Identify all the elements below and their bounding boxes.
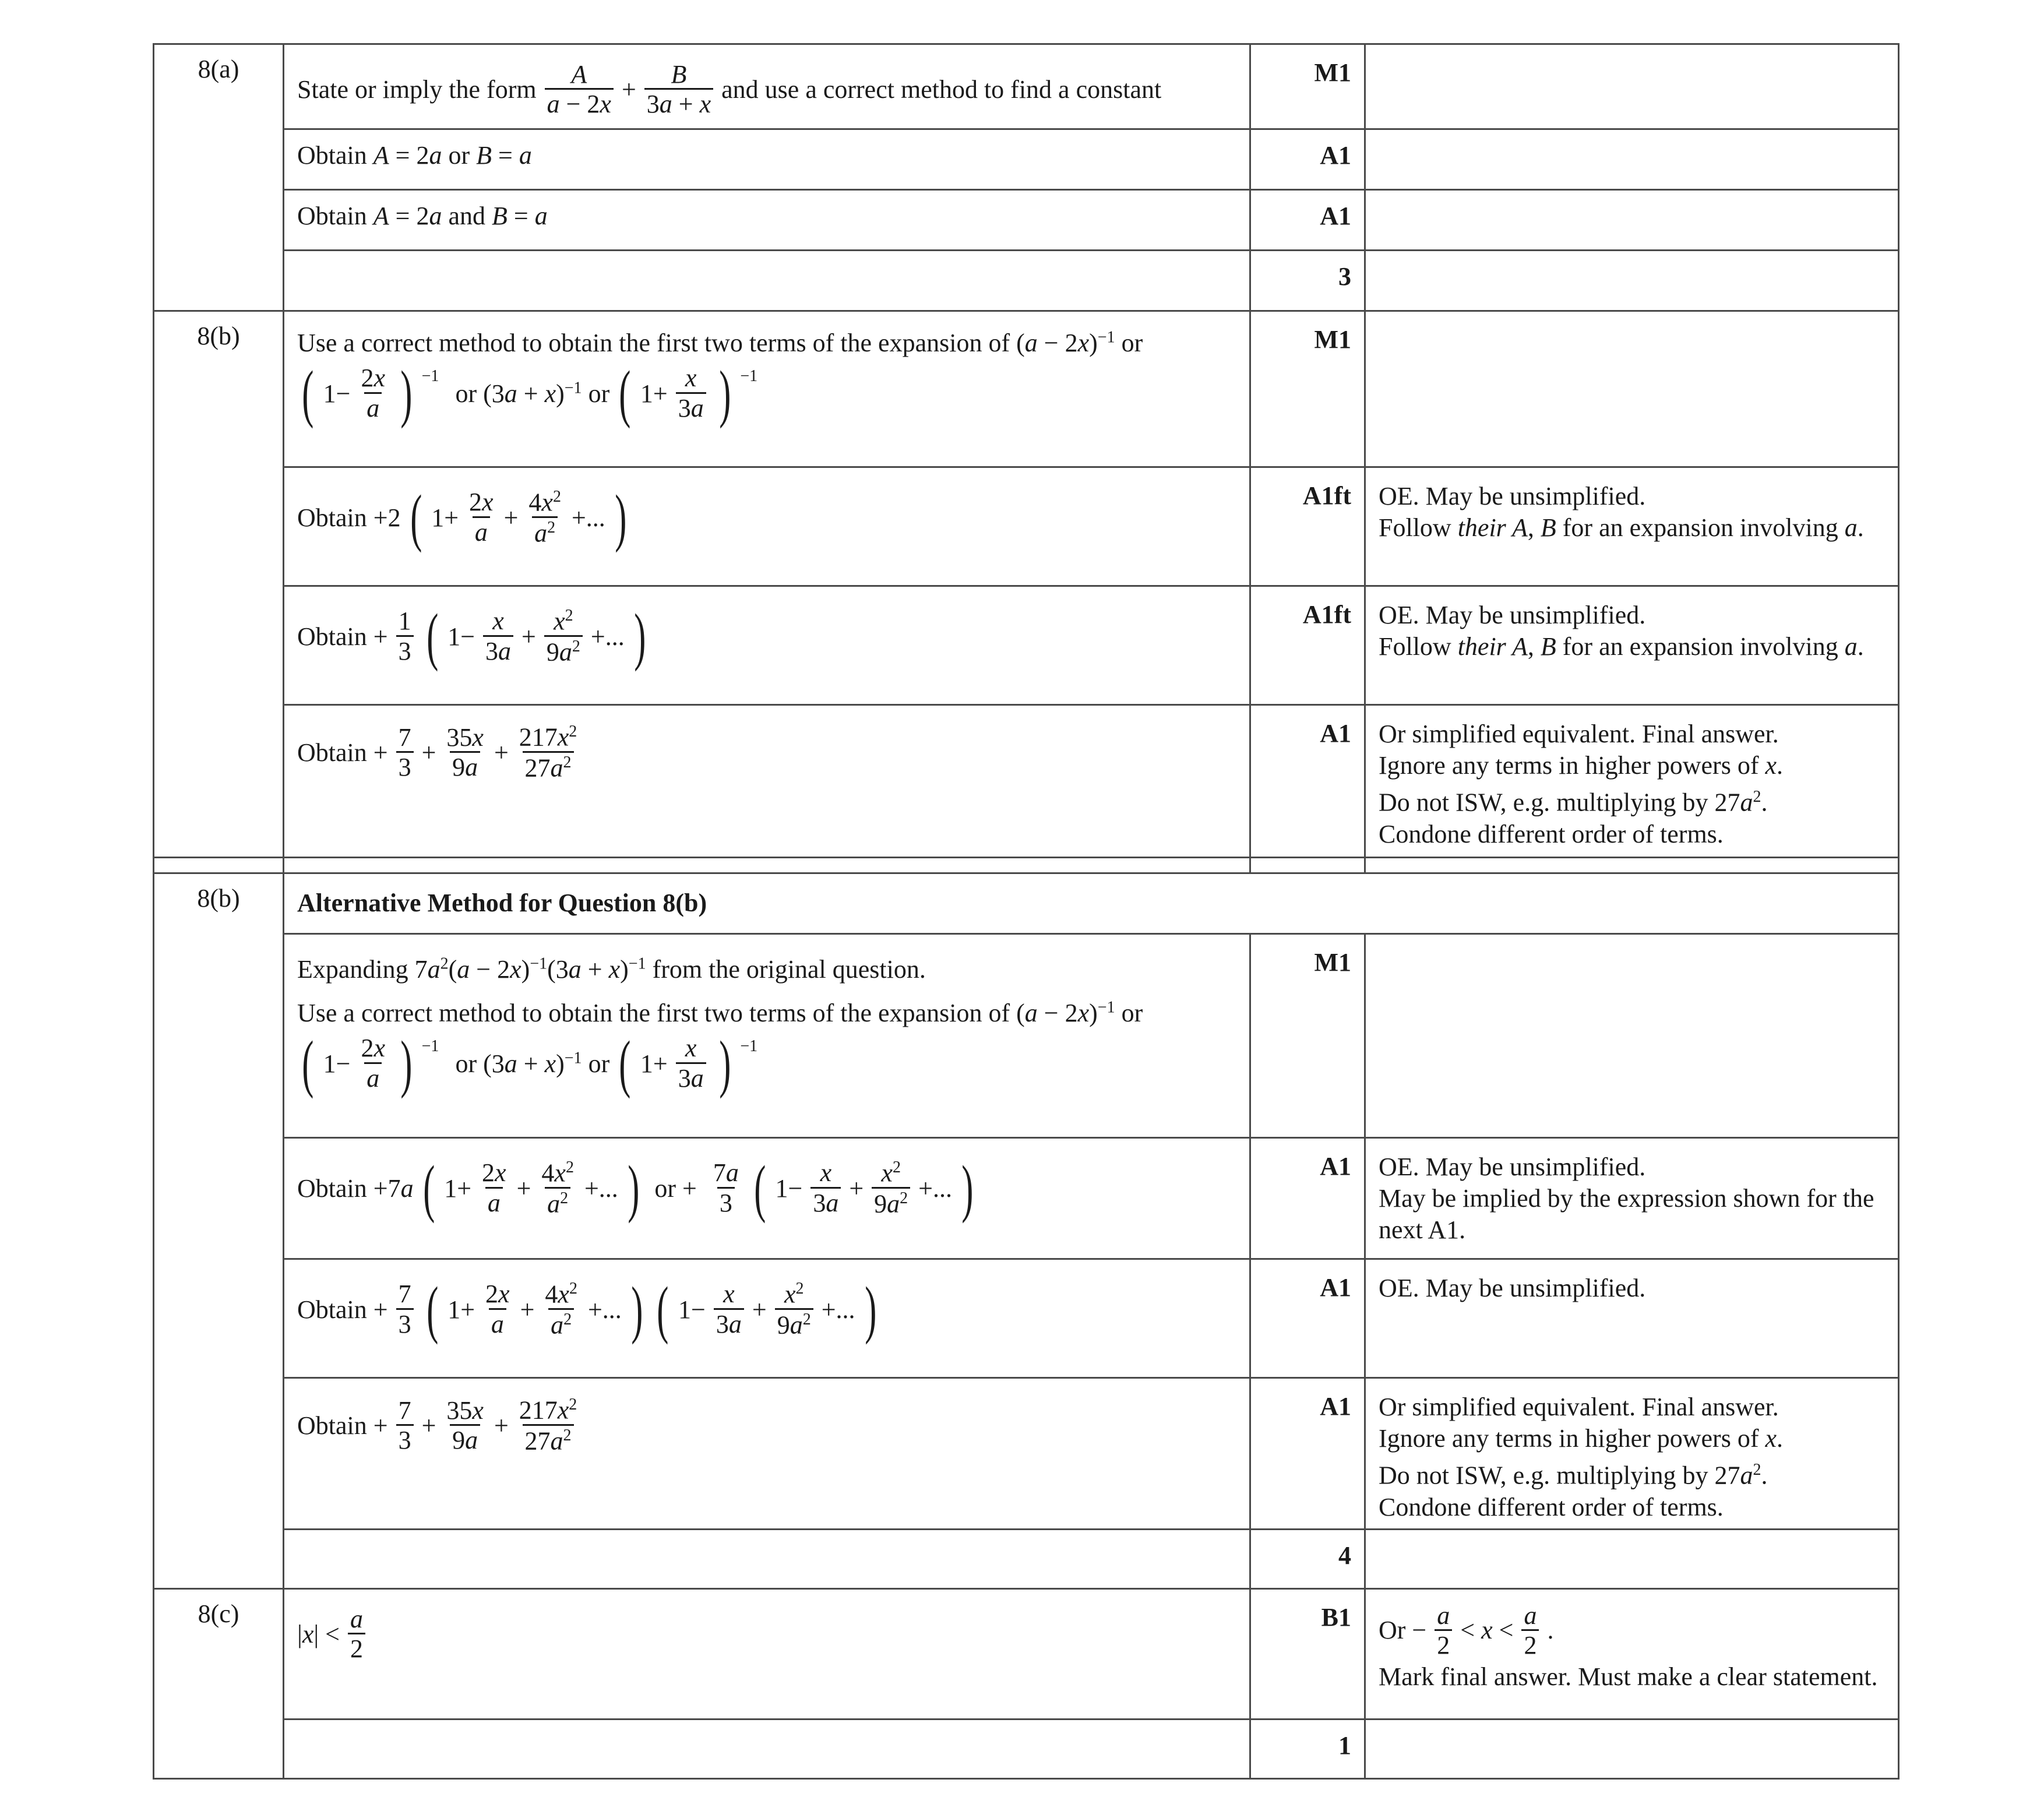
heading-text: Alternative Method for Question 8(b) (297, 889, 707, 917)
total-label: 3 (1338, 262, 1351, 291)
mark-cell (1250, 705, 1365, 858)
mark-cell (1250, 934, 1365, 1138)
guidance-line: Mark final answer. Must make a clear statement. (1379, 1662, 1878, 1692)
mark-cell (1250, 44, 1365, 129)
answer-text: and use a correct method to find a constant (721, 75, 1162, 104)
answer-cell: Obtain A = 2a or B = a (284, 129, 1250, 190)
guidance-line: Condone different order of terms. (1379, 1492, 1724, 1521)
mark-total (1250, 251, 1365, 311)
guidance-line: OE. May be unsimplified. (1379, 1153, 1646, 1181)
guidance-cell (1365, 1530, 1899, 1589)
mark-label: A1 (1320, 141, 1351, 170)
mark-label: M1 (1314, 325, 1351, 354)
guidance-cell (1365, 1720, 1899, 1779)
guidance-cell (1365, 467, 1899, 586)
guidance-cell (1365, 1259, 1899, 1378)
guidance-line: next A1. (1379, 1215, 1466, 1244)
guidance-cell (1365, 1138, 1899, 1259)
guidance-cell (1365, 1378, 1899, 1530)
guidance-line: Do not ISW, e.g. multiplying by $27a^2$. (1379, 788, 1768, 817)
guidance-cell (1365, 586, 1899, 705)
mark-label: A1 (1320, 1152, 1351, 1181)
answer-cell: Obtain +7a ( 1+ $\frac{2x}{a}$ + $\frac{4x^2}{a^2}$ +... ) or + $\frac{7a}{3}$ ( 1− $\frac{x}{3a}$ + $\frac{x^2}{9a^2}$ +... ) (284, 1138, 1250, 1259)
question-cell-8c (154, 1589, 284, 1779)
guidance-line: Or − $\frac{a}{2}$ < x < $\frac{a}{2}$ . (1379, 1601, 1554, 1660)
answer-cell: Use a correct method to obtain the first two terms of the expansion of $(a - 2x)^{-1}$ or ( 1− $\frac{2x}{a}$ ) $^{-1}$ or $(3a + x)^{-1}$ or ( 1+ $\frac{x}{3a}$ ) $^{-1}$ (284, 311, 1250, 467)
mark-label: A1 (1320, 1273, 1351, 1302)
guidance-line: Condone different order of terms. (1379, 819, 1724, 848)
mark-label: B1 (1321, 1603, 1351, 1632)
mark-total (1250, 1530, 1365, 1589)
mark-cell (1250, 1259, 1365, 1378)
question-label: 8(c) (198, 1599, 239, 1628)
guidance-cell (1365, 705, 1899, 858)
question-label: 8(a) (198, 55, 239, 83)
guidance-line: OE. May be unsimplified. (1379, 1274, 1646, 1302)
answer-cell: Obtain + $\frac{1}{3}$ ( 1− $\frac{x}{3a}$ + $\frac{x^2}{9a^2}$ +... ) (284, 586, 1250, 705)
guidance-line: May be implied by the expression shown for the (1379, 1184, 1874, 1213)
guidance-line: Ignore any terms in higher powers of x. (1379, 1424, 1784, 1453)
answer-cell: Obtain +2 ( 1+ $\frac{2x}{a}$ + $\frac{4x^2}{a^2}$ +... ) (284, 467, 1250, 586)
mark-total (1250, 1720, 1365, 1779)
guidance-line: Follow their A, B for an expansion involving a. (1379, 632, 1864, 661)
alternative-heading (284, 873, 1899, 934)
guidance-cell (1365, 44, 1899, 129)
answer-cell (284, 1530, 1250, 1589)
mark-cell (1250, 1378, 1365, 1530)
answer-cell: Obtain + $\frac{7}{3}$ + $\frac{35x}{9a}$ + $\frac{217x^2}{27a^2}$ (284, 705, 1250, 858)
guidance-cell (1365, 934, 1899, 1138)
question-label: 8(b) (197, 884, 240, 912)
guidance-line: Follow their A, B for an expansion involving a. (1379, 513, 1864, 542)
question-cell-8a (154, 44, 284, 311)
mark-cell (1250, 190, 1365, 251)
question-cell-8b (154, 311, 284, 858)
question-cell-8b-alt (154, 873, 284, 1589)
fraction-A: $\frac{A}{a - 2x}$ (545, 61, 614, 118)
guidance-line: OE. May be unsimplified. (1379, 482, 1646, 510)
mark-cell (1250, 129, 1365, 190)
guidance-cell (1365, 251, 1899, 311)
mark-label: M1 (1314, 948, 1351, 977)
answer-cell: State or imply the form $\frac{A}{a - 2x}$ + $\frac{B}{3a + x}$ and use a correct method to find a constant (284, 44, 1250, 129)
mark-cell (1250, 1138, 1365, 1259)
guidance-cell (1365, 190, 1899, 251)
answer-cell (284, 251, 1250, 311)
mark-cell (1250, 467, 1365, 586)
total-label: 4 (1338, 1541, 1351, 1570)
guidance-line: OE. May be unsimplified. (1379, 601, 1646, 629)
mark-cell (1250, 311, 1365, 467)
mark-label: A1 (1320, 1392, 1351, 1421)
answer-cell: Expanding $7a^2(a - 2x)^{-1}(3a + x)^{-1}$ from the original question. Use a correct method to obtain the first two terms of the expansion of $(a - 2x)^{-1}$ or ( 1− $\frac{2x}{a}$ ) $^{-1}$ or $(3a + x)^{-1}$ or ( 1+ $\frac{x}{3a}$ ) $^{-1}$ (284, 934, 1250, 1138)
answer-cell: Obtain + $\frac{7}{3}$ ( 1+ $\frac{2x}{a}$ + $\frac{4x^2}{a^2}$ +... ) ( 1− $\frac{x}{3a}$ + $\frac{x^2}{9a^2}$ +... ) (284, 1259, 1250, 1378)
answer-cell: Obtain + $\frac{7}{3}$ + $\frac{35x}{9a}$ + $\frac{217x^2}{27a^2}$ (284, 1378, 1250, 1530)
answer-cell: Obtain A = 2a and B = a (284, 190, 1250, 251)
answer-cell: |x| < $\frac{a}{2}$ (284, 1589, 1250, 1720)
mark-scheme-table (153, 43, 1899, 1780)
total-label: 1 (1338, 1731, 1351, 1760)
mark-label: M1 (1314, 58, 1351, 87)
mark-label: A1ft (1302, 481, 1351, 510)
guidance-cell (1365, 311, 1899, 467)
mark-cell (1250, 586, 1365, 705)
question-label: 8(b) (197, 322, 240, 350)
guidance-cell (1365, 1589, 1899, 1720)
mark-cell (1250, 1589, 1365, 1720)
fraction-B: $\frac{B}{3a + x}$ (644, 61, 713, 118)
guidance-line: Ignore any terms in higher powers of x. (1379, 751, 1784, 780)
guidance-line: Or simplified equivalent. Final answer. (1379, 720, 1779, 748)
guidance-cell (1365, 129, 1899, 190)
mark-label: A1ft (1302, 600, 1351, 629)
answer-cell (284, 1720, 1250, 1779)
guidance-line: Or simplified equivalent. Final answer. (1379, 1393, 1779, 1421)
mark-label: A1 (1320, 202, 1351, 230)
mark-label: A1 (1320, 719, 1351, 748)
guidance-line: Do not ISW, e.g. multiplying by $27a^2$. (1379, 1461, 1768, 1490)
answer-text: State or imply the form (297, 75, 537, 104)
